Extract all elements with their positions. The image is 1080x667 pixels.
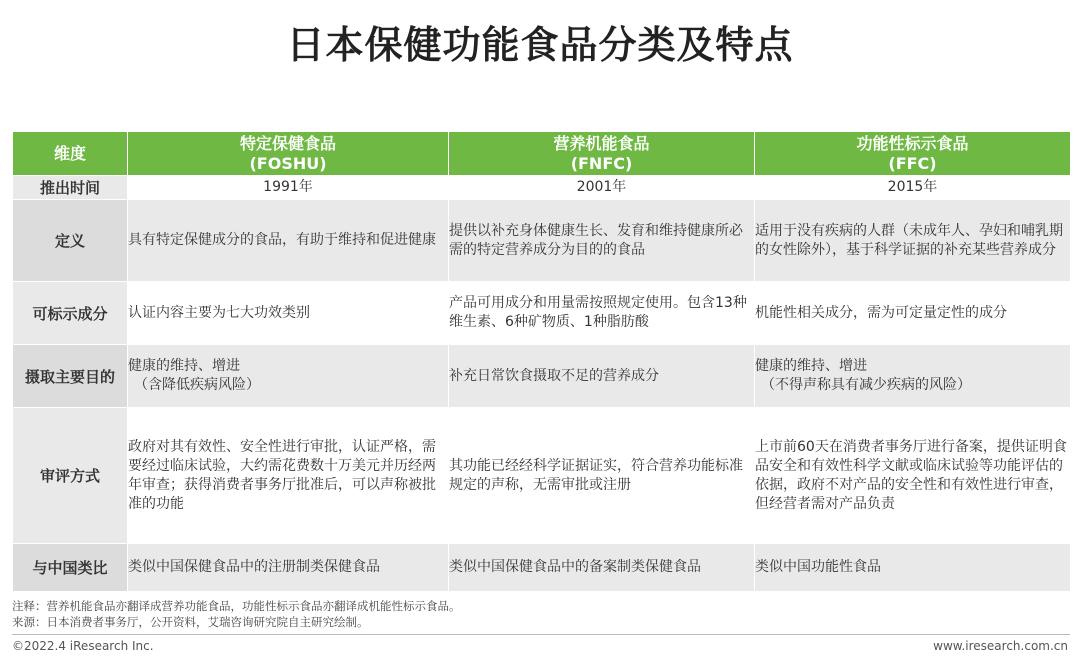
header-foshu: [128, 132, 449, 176]
cell-foshu: 类似中国保健食品中的注册制类保健食品: [128, 544, 449, 592]
header-row: [13, 132, 1071, 176]
cell-fnfc: 提供以补充身体健康生长、发育和维持健康所必需的特定营养成分为目的的食品: [449, 200, 755, 282]
cell-fnfc: 产品可用成分和用量需按照规定使用。包含13种维生素、6种矿物质、1种脂肪酸: [449, 282, 755, 345]
header-foshu-abbr: (FOSHU): [249, 153, 327, 173]
cell-foshu: [128, 345, 449, 408]
cell-foshu: 具有特定保健成分的食品，有助于维持和促进健康: [128, 200, 449, 282]
note-text: 注释：营养机能食品亦翻译成营养功能食品，功能性标示食品亦翻译成机能性标示食品。: [12, 599, 461, 613]
cell-ffc: 上市前60天在消费者事务厅进行备案，提供证明食品安全和有效性科学文献或临床试验等功能评估的依据，政府不对产品的安全性和有效性进行审查，但经营者需对产品负责: [755, 408, 1071, 544]
header-fnfc: [449, 132, 755, 176]
header-ffc: [755, 132, 1071, 176]
row-label: 推出时间: [13, 176, 128, 200]
header-ffc-abbr: (FFC): [888, 153, 937, 173]
table-row-china: [13, 544, 1071, 592]
cell-fnfc: 类似中国保健食品中的备案制类保健食品: [449, 544, 755, 592]
cell-ffc: 2015年: [755, 176, 1071, 200]
cell-foshu: 认证内容主要为七大功效类别: [128, 282, 449, 345]
source-text: 来源：日本消费者事务厅，公开资料，艾瑞咨询研究院自主研究绘制。: [12, 615, 369, 629]
cell-ffc: 适用于没有疾病的人群（未成年人、孕妇和哺乳期的女性除外），基于科学证据的补充某些营养成分: [755, 200, 1071, 282]
footer-divider: [12, 634, 1070, 635]
cell-foshu: 1991年: [128, 176, 449, 200]
cell-fnfc: 2001年: [449, 176, 755, 200]
cell-ffc: 机能性相关成分，需为可定量定性的成分: [755, 282, 1071, 345]
website-link[interactable]: www.iresearch.com.cn: [933, 639, 1068, 653]
comparison-table: [12, 131, 1071, 592]
cell-ffc: 类似中国功能性食品: [755, 544, 1071, 592]
cell-ffc: [755, 345, 1071, 408]
row-label: 定义: [13, 200, 128, 282]
cell-foshu: 政府对其有效性、安全性进行审批，认证严格，需要经过临床试验，大约需花费数十万美元并历经两年审查；获得消费者事务厅批准后，可以声称被批准的功能: [128, 408, 449, 544]
header-dimension: 维度: [13, 132, 128, 176]
header-foshu-name: 特定保健食品: [239, 133, 336, 153]
row-label: 可标示成分: [13, 282, 128, 345]
row-label: 与中国类比: [13, 544, 128, 592]
page-title: 日本保健功能食品分类及特点: [286, 23, 794, 67]
table-row-purpose: [13, 345, 1071, 408]
cell-ffc-line1: 健康的维持、增进: [755, 358, 867, 374]
cell-ffc-line2: （不得声称具有减少疾病的风险）: [761, 377, 971, 393]
copyright: ©2022.4 iResearch Inc.: [12, 639, 154, 653]
notes: [12, 598, 461, 630]
row-label: 审评方式: [13, 408, 128, 544]
table-row-definition: [13, 200, 1071, 282]
table-row-launch: [13, 176, 1071, 200]
cell-fnfc: 补充日常饮食摄取不足的营养成分: [449, 345, 755, 408]
cell-foshu-line1: 健康的维持、增进: [128, 358, 240, 374]
table-row-ingredients: [13, 282, 1071, 345]
row-label: 摄取主要目的: [13, 345, 128, 408]
header-fnfc-abbr: (FNFC): [570, 153, 633, 173]
table-row-review: [13, 408, 1071, 544]
header-ffc-name: 功能性标示食品: [856, 133, 969, 153]
cell-fnfc: 其功能已经经科学证据证实，符合营养功能标准规定的声称，无需审批或注册: [449, 408, 755, 544]
header-fnfc-name: 营养机能食品: [553, 133, 650, 153]
cell-foshu-line2: （含降低疾病风险）: [134, 377, 260, 393]
